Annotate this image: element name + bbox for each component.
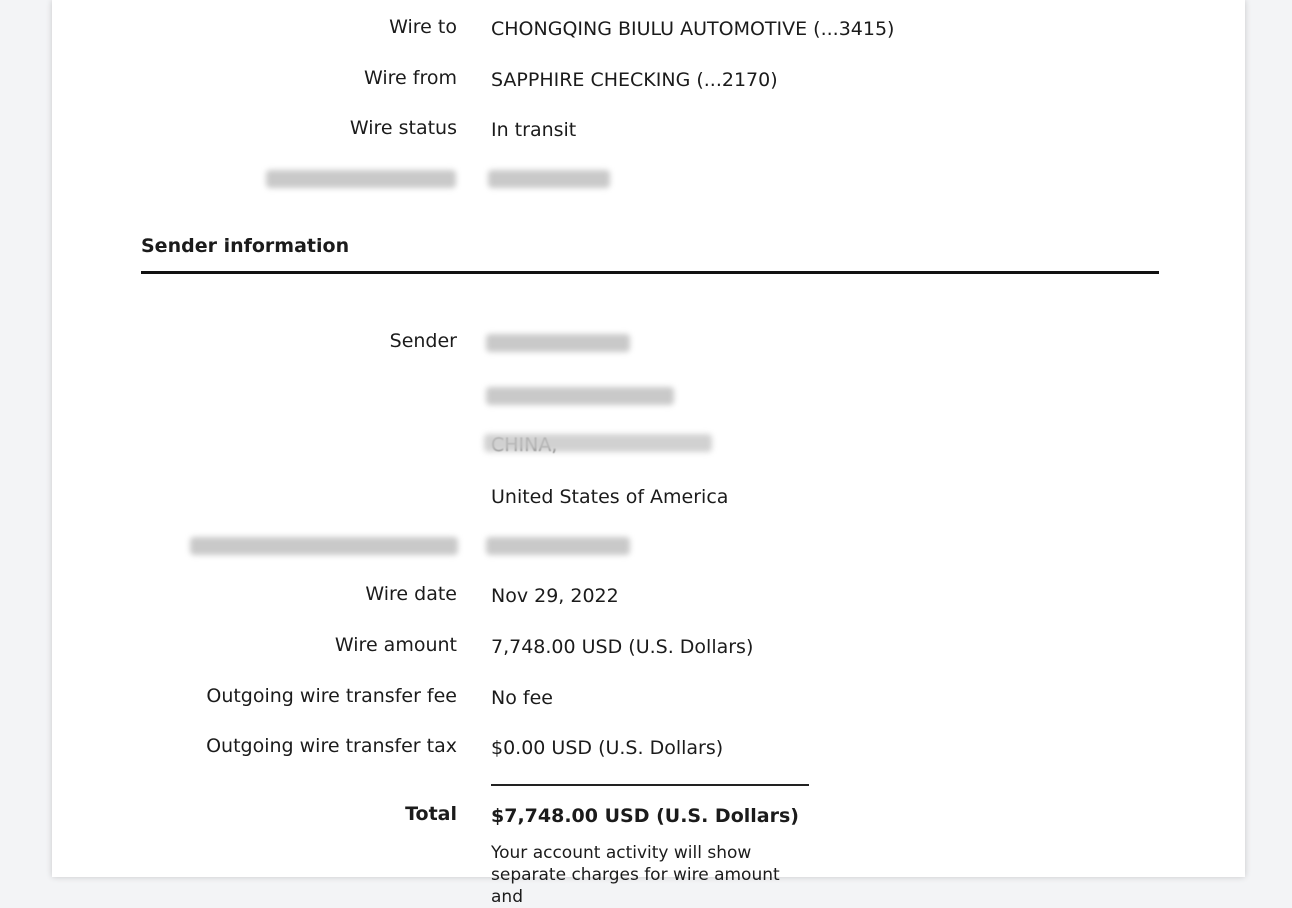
- section-title: Sender information: [141, 235, 350, 257]
- sender-country-row: [52, 484, 1245, 514]
- wire-to-value: CHONGQING BIULU AUTOMOTIVE (...3415): [491, 18, 895, 40]
- section-divider: [141, 271, 1159, 274]
- account-activity-note: Your account activity will show separate charges for wire amount and: [491, 843, 780, 907]
- wire-from-label: Wire from: [364, 67, 457, 89]
- wire-amount-value: 7,748.00 USD (U.S. Dollars): [491, 636, 754, 658]
- wire-to-label: Wire to: [389, 16, 457, 38]
- wire-status-value: In transit: [491, 119, 577, 141]
- wire-status-label: Wire status: [349, 117, 457, 139]
- wire-from-value: SAPPHIRE CHECKING (...2170): [491, 69, 778, 91]
- wire-confirmation-page: [52, 0, 1245, 907]
- wire-date-label: Wire date: [365, 583, 457, 605]
- wire-to-row: [52, 16, 1245, 46]
- address-line2-redacted: [484, 434, 712, 452]
- redacted-row: [52, 168, 1245, 198]
- sender-row: [52, 330, 1245, 360]
- wire-amount-label: Wire amount: [334, 634, 457, 656]
- fee-row: [52, 685, 1245, 715]
- wire-from-row: [52, 67, 1245, 97]
- redacted-account-label: [190, 537, 458, 555]
- sender-name-redacted: [486, 334, 630, 352]
- wire-status-row: [52, 117, 1245, 147]
- sender-address-line2: [52, 432, 1245, 462]
- sender-label: Sender: [389, 330, 457, 352]
- tax-label: Outgoing wire transfer tax: [206, 735, 457, 757]
- redacted-account-value: [486, 537, 630, 555]
- redacted-account-row: [52, 533, 1245, 563]
- wire-date-value: Nov 29, 2022: [491, 585, 619, 607]
- sender-address-line1: [52, 383, 1245, 413]
- total-label: Total: [405, 803, 457, 825]
- fee-value: No fee: [491, 687, 553, 709]
- tax-row: [52, 735, 1245, 765]
- redacted-value: [488, 170, 610, 188]
- sender-country: United States of America: [491, 486, 729, 508]
- total-value: $7,748.00 USD (U.S. Dollars): [491, 805, 799, 827]
- redacted-label: [266, 170, 456, 188]
- total-row: [52, 803, 1245, 833]
- wire-date-row: [52, 583, 1245, 613]
- total-divider: [491, 784, 809, 786]
- wire-amount-row: [52, 634, 1245, 664]
- address-line1-redacted: [486, 387, 674, 405]
- fee-label: Outgoing wire transfer fee: [206, 685, 457, 707]
- tax-value: $0.00 USD (U.S. Dollars): [491, 737, 724, 759]
